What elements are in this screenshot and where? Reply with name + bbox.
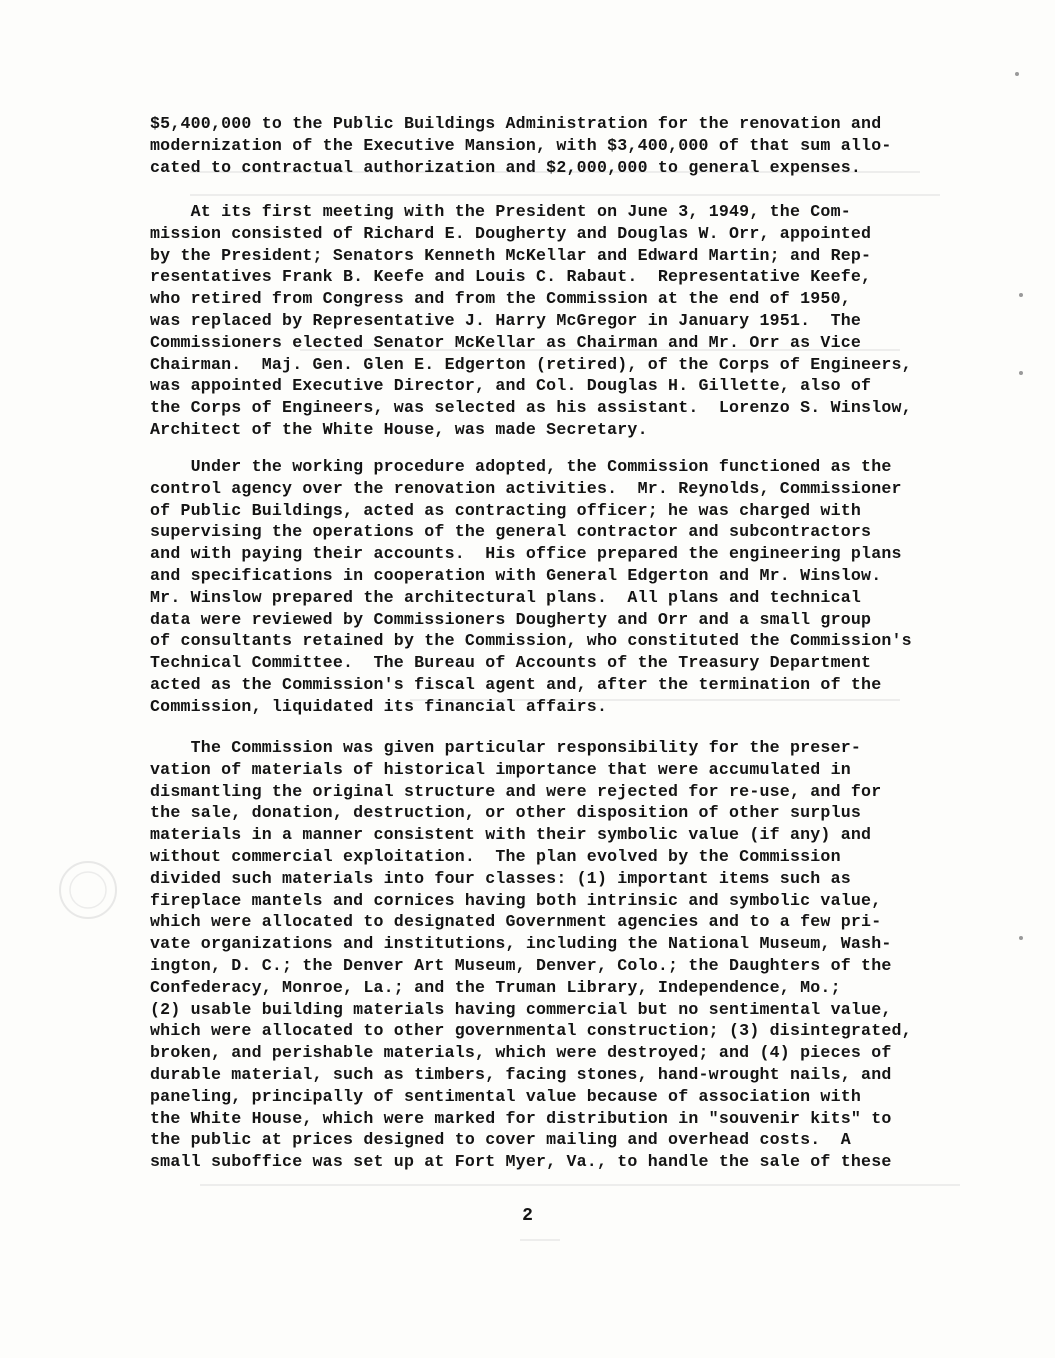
- paragraph-text: $5,400,000 to the Public Buildings Administration for the renovation and modernization of the Executive Mansion, with $3,400,000 of that sum allo- cated to contractual authorization and $2,000,000 to general expenses.: [150, 114, 892, 177]
- scan-speck: [1019, 371, 1023, 375]
- scan-speck: [1019, 293, 1023, 297]
- page-number: 2: [522, 1206, 533, 1226]
- scan-speck: [1019, 936, 1023, 940]
- paragraph-text: The Commission was given particular responsibility for the preser- vation of materials of historical importance that were accumulated in dismantling the original structure and were rejected for re-use, and for the sale, donation, destruction, or other disposition of other surplus materials in a manner consistent with their symbolic value (if any) and without commercial exploitation. The plan evolved by the Commission divided such materials into four classes: (1) important items such as fireplace mantels and cornices having both intrinsic and symbolic value, which were allocated to designated Government agencies and to a few pri- vate organizations and institutions, including the National Museum, Wash- ington, D. C.; the Denver Art Museum, Denver, Colo.; the Daughters of the Confederacy, Monroe, La.; and the Truman Library, Independence, Mo.; (2) usable building materials having commercial but no sentimental value, which were allocated to other governmental construction; (3) disintegrated, broken, and perishable materials, which were destroyed; and (4) pieces of durable material, such as timbers, facing stones, hand-wrought nails, and paneling, principally of sentimental value because of association with the White House, which were marked for distribution in "souvenir kits" to the public at prices designed to cover mailing and overhead costs. A small suboffice was set up at Fort Myer, Va., to handle the sale of these: [150, 738, 912, 1172]
- paragraph-text: Under the working procedure adopted, the Commission functioned as the control agency over the renovation activities. Mr. Reynolds, Commissioner of Public Buildings, acted as contracting officer; he was charged with supervising the operations of the general contractor and subcontractors and with paying their accounts. His office prepared the engineering plans and specifications in cooperation with General Edgerton and Mr. Winslow. Mr. Winslow prepared the architectural plans. All plans and technical data were reviewed by Commissioners Dougherty and Orr and a small group of consultants retained by the Commission, who constituted the Commission's Technical Committee. The Bureau of Accounts of the Treasury Department acted as the Commission's fiscal agent and, after the termination of the Commission, liquidated its financial affairs.: [150, 457, 912, 716]
- paragraph-4: [150, 737, 970, 1173]
- paragraph-text: At its first meeting with the President on June 3, 1949, the Com- mission consisted of Richard E. Dougherty and Douglas W. Orr, appointed by the President; Senators Kenneth McKellar and Edward Martin; and Rep- resentatives Frank B. Keefe and Louis C. Rabaut. Representative Keefe, who retired from Congress and from the Commission at the end of 1950, was replaced by Representative J. Harry McGregor in January 1951. The Commissioners elected Senator McKellar as Chairman and Mr. Orr as Vice Chairman. Maj. Gen. Glen E. Edgerton (retired), of the Corps of Engineers, was appointed Executive Director, and Col. Douglas H. Gillette, also of the Corps of Engineers, was selected as his assistant. Lorenzo S. Winslow, Architect of the White House, was made Secretary.: [150, 202, 912, 439]
- scan-speck: [1015, 72, 1019, 76]
- paragraph-2: [150, 201, 970, 441]
- paragraph-1: [150, 113, 970, 178]
- paragraph-3: [150, 456, 970, 718]
